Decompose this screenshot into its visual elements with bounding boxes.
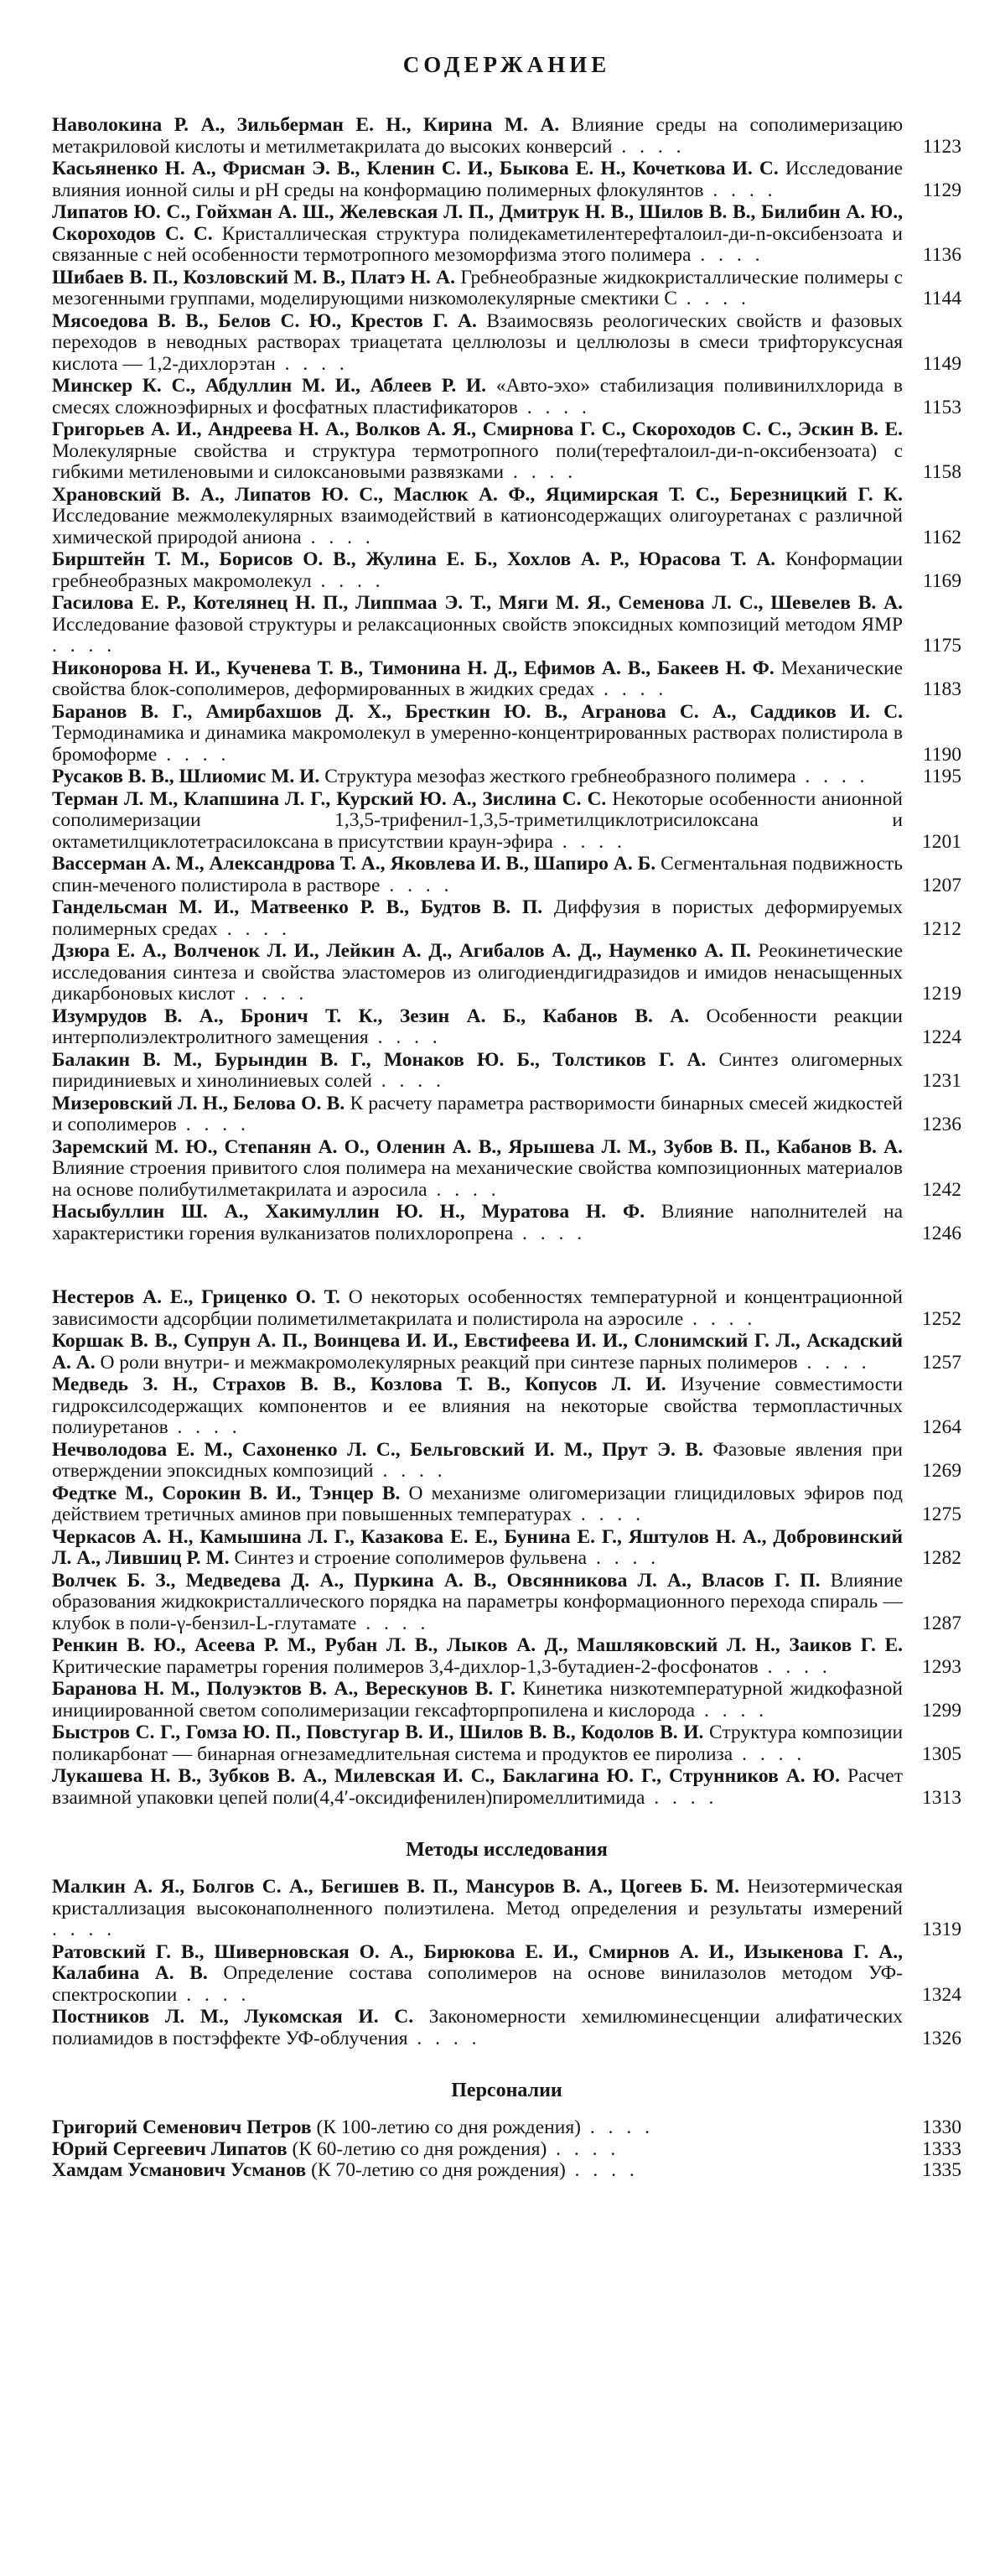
leader-dots: . . . . [235, 983, 308, 1005]
entry-text [52, 897, 903, 940]
leader-dots: . . . . [695, 1699, 769, 1722]
page-number: 1169 [922, 569, 961, 592]
page-number: 1326 [922, 2027, 961, 2049]
leader-dots: . . . . [371, 1070, 445, 1092]
entry-text [52, 1527, 903, 1570]
page-number: 1287 [922, 1612, 961, 1634]
page-number: 1236 [922, 1114, 961, 1135]
page-number: 1246 [922, 1222, 961, 1244]
entry-text [52, 1050, 903, 1093]
entry-title: Диффузия в пористых деформируемых полимерных средах [52, 896, 903, 940]
entry-text [52, 789, 903, 854]
page-number: 1149 [922, 352, 961, 375]
entry-text [52, 1006, 903, 1049]
leader-dots: . . . . [176, 1114, 250, 1135]
entry-text [52, 311, 903, 376]
page-number: 1175 [922, 635, 961, 657]
entry-text [52, 766, 903, 788]
entry-title: К расчету параметра растворимости бинарных смесей жидкостей и сополимеров [52, 1092, 904, 1135]
toc-entry[interactable] [52, 267, 961, 310]
entry-authors: Григорьев А. И., Андреева Н. А., Волков А. Я., Смирнова Г. С., Скороходов С. С., Эскин В. Е. [52, 418, 903, 440]
entry-authors: Вассерман А. М., Александрова Т. А., Яковлева И. В., Шапиро А. Б. [52, 853, 656, 875]
entry-authors: Гасилова Е. Р., Котелянец Н. П., Липпмаа Э. Т., Мяги М. Я., Семенова Л. С., Шевелев В. А. [52, 592, 903, 614]
entry-title: Фазовые явления при отверждении эпоксидных композиций [52, 1438, 904, 1482]
toc-entry[interactable] [52, 1374, 961, 1439]
entry-title: Изучение совместимости гидроксилсодержащих компонентов и ее влияния на некоторые свойства термопластичных полиуретанов [52, 1374, 904, 1438]
toc-body [52, 115, 961, 2182]
page-number: 1153 [922, 396, 961, 418]
section-heading: Методы исследования [406, 1839, 608, 1861]
entry-title: Молекулярные свойства и структура термотропного поли(терефталоил-ди-n-оксибензоата) с гибкими метиленовыми и силоксановыми развязками [52, 439, 903, 483]
entry-title: Влияние наполнителей на характеристики горения вулканизатов полихлоропрена [52, 1201, 904, 1244]
toc-entry[interactable] [52, 702, 961, 766]
page-number: 1324 [922, 1983, 961, 2006]
entry-authors: Наволокина Р. А., Зильберман Е. Н., Кирина М. А. [52, 114, 560, 136]
leader-dots: . . . . [504, 461, 578, 483]
section-divider [52, 1245, 961, 1287]
page-number: 1224 [922, 1026, 961, 1048]
toc-entry[interactable] [52, 854, 961, 896]
entry-authors: Григорий Семенович Петров [52, 2116, 312, 2138]
entry-authors: Изумрудов В. А., Бронич Т. К., Зезин А. Б., Кабанов В. А. [52, 1005, 690, 1027]
entry-title: Сегментальная подвижность спин-меченого полистирола в растворе [52, 853, 903, 896]
entry-title: Влияние строения привитого слоя полимера на механические свойства композиционных материалов на основе полибутилметакрилата и аэросила [52, 1157, 903, 1201]
entry-text [52, 376, 903, 418]
entry-text [52, 1440, 903, 1483]
page-number: 1201 [922, 830, 961, 853]
page-title: СОДЕРЖАНИЕ [402, 52, 611, 77]
leader-dots: . . . . [587, 1547, 661, 1569]
entry-title: Структура композиции поликарбонат — бинарная огнезамедлительная система и продуктов ее пиролиза [52, 1722, 904, 1765]
entry-title: «Авто-эхо» стабилизация поливинилхлорида в смесях сложноэфирных и фосфатных пластификаторов [52, 375, 903, 418]
entry-title: Конформации гребнеобразных макромолекул [52, 548, 903, 592]
toc-entry[interactable] [52, 1877, 961, 1941]
entry-text [52, 115, 903, 158]
toc-entry[interactable] [52, 115, 961, 158]
leader-dots: . . . . [407, 2027, 481, 2049]
entry-title: Термодинамика и динамика макромолекул в умеренно-концентрированных растворах полистирола в бромоформе [52, 722, 903, 766]
leader-dots: . . . . [168, 1416, 241, 1438]
toc-entry[interactable] [52, 419, 961, 484]
entry-text [52, 1093, 903, 1136]
leader-dots: . . . . [797, 1351, 871, 1374]
entry-title: Влияние образования жидкокристаллического порядка на параметры конформационного перехода спираль — клубок в поли-γ-бензил-L-глутамате [52, 1569, 904, 1634]
page-number: 1162 [922, 526, 961, 548]
entry-authors: Балакин В. М., Бурындин В. Г., Монаков Ю. Б., Толстиков Г. А. [52, 1048, 707, 1071]
page-number: 1335 [922, 2159, 961, 2181]
entry-text [52, 702, 903, 766]
entry-group [52, 1287, 961, 1809]
toc-entry[interactable] [52, 2117, 961, 2139]
entry-text [52, 419, 903, 484]
entry-authors: Черкасов А. Н., Камышина Л. Г., Казакова Е. Е., Бунина Е. Г., Яштулов Н. А., Добровинский Л. А., Лившиц Р. М. [52, 1525, 903, 1569]
entry-text [52, 267, 903, 310]
entry-authors: Федтке М., Сорокин В. И., Тэнцер В. [52, 1482, 401, 1504]
leader-dots: . . . . [380, 874, 453, 896]
entry-authors: Быстров С. Г., Гомза Ю. П., Повстугар В. И., Шилов В. В., Кодолов В. И. [52, 1722, 704, 1743]
page-number: 1305 [922, 1742, 961, 1765]
toc-entry[interactable] [52, 549, 961, 592]
toc-entry[interactable] [52, 1093, 961, 1136]
leader-dots: . . . . [373, 1460, 447, 1482]
entry-authors: Гандельсман М. И., Матвеенко Р. В., Будтов В. П. [52, 896, 543, 918]
toc-entry[interactable] [52, 1527, 961, 1570]
page-number: 1252 [922, 1307, 961, 1330]
leader-dots: . . . . [311, 569, 385, 592]
leader-dots: . . . . [368, 1026, 442, 1048]
page-number: 1158 [922, 461, 961, 483]
leader-dots: . . . . [733, 1742, 806, 1765]
page-number: 1282 [922, 1547, 961, 1569]
entry-text [52, 1202, 903, 1244]
toc-entry[interactable] [52, 593, 961, 657]
toc-entry[interactable] [52, 2139, 961, 2161]
entry-text [52, 2139, 903, 2161]
entry-text [52, 1635, 903, 1678]
entry-authors: Касьяненко Н. А., Фрисман Э. В., Кленин С. И., Быкова Е. Н., Кочеткова И. С. [52, 158, 779, 179]
toc-entry[interactable] [52, 1635, 961, 1678]
page-number: 1123 [922, 135, 961, 158]
entry-authors: Никонорова Н. И., Кученева Т. В., Тимонина Н. Д., Ефимов А. В., Бакеев Н. Ф. [52, 657, 775, 679]
toc-entry[interactable] [52, 2160, 961, 2182]
entry-group [52, 1877, 961, 2049]
page-number: 1136 [922, 244, 961, 266]
toc-entry[interactable] [52, 158, 961, 201]
page-number: 1195 [922, 766, 961, 787]
entry-authors: Баранов В. Г., Амирбахшов Д. Х., Бресткин Ю. В., Агранова С. А., Саддиков И. С. [52, 700, 903, 723]
entry-group [52, 2117, 961, 2182]
entry-authors: Минскер К. С., Абдуллин М. И., Аблеев Р. И. [52, 375, 487, 397]
page-number: 1219 [922, 983, 961, 1005]
entry-title: Синтез олигомерных пиридиниевых и хинолиниевых солей [52, 1048, 903, 1092]
leader-dots: . . . . [703, 179, 777, 201]
entry-text [52, 1722, 903, 1765]
entry-authors: Терман Л. М., Клапшина Л. Г., Курский Ю. А., Зислина С. С. [52, 787, 607, 810]
toc-entry[interactable] [52, 485, 961, 549]
leader-dots: . . . . [275, 352, 349, 375]
page-number: 1231 [922, 1070, 961, 1092]
entry-title: Кинетика низкотемпературной жидкофазной инициированной светом сополимеризации гексафторпропилена и кислорода [52, 1678, 903, 1722]
entry-text [52, 2117, 903, 2139]
toc-entry[interactable] [52, 789, 961, 854]
entry-text [52, 1571, 903, 1635]
page-number: 1264 [922, 1416, 961, 1438]
toc-entry[interactable] [52, 941, 961, 1005]
toc-entry[interactable] [52, 1137, 961, 1202]
page-number: 1212 [922, 917, 961, 940]
entry-title: Исследование фазовой структуры и релаксационных свойств эпоксидных композиций методом ЯМР [52, 613, 903, 636]
leader-dots: . . . . [517, 396, 591, 418]
leader-dots: . . . . [645, 1786, 718, 1809]
entry-authors: Заремский М. Ю., Степанян А. О., Оленин А. В., Ярышева Л. М., Зубов В. П., Кабанов В. А. [52, 1135, 903, 1158]
entry-authors: Лукашева Н. В., Зубков В. А., Милевская И. С., Баклагина Ю. Г., Струнников А. Ю. [52, 1765, 840, 1787]
leader-dots: . . . . [547, 2137, 620, 2160]
leader-dots: . . . . [217, 917, 291, 940]
entry-title: Расчет взаимной упаковки цепей поли(4,4′-оксидифенилен)пиромеллитимида [52, 1765, 904, 1809]
entry-title: Кристаллическая структура полидекаметилентерефталоил-ди-n-оксибензоата и связанные с ней особенности термотропного мезоморфизма этого полимера [52, 222, 903, 266]
entry-text [52, 941, 903, 1005]
leader-dots: . . . . [52, 1919, 117, 1940]
page-number: 1144 [922, 288, 961, 309]
entry-text [52, 1483, 903, 1526]
entry-title: (К 100-летию со дня рождения) [316, 2116, 581, 2138]
entry-authors: Липатов Ю. С., Гойхман А. Ш., Желевская Л. П., Дмитрук Н. В., Шилов В. В., Билибин А. Ю., Скороходов С. С. [52, 201, 903, 245]
entry-text [52, 2007, 903, 2049]
leader-dots: . . . . [427, 1178, 500, 1201]
toc-entry[interactable] [52, 766, 961, 788]
entry-title: Закономерности хемилюминесценции алифатических полиамидов в постэффекте УФ-облучения [52, 2006, 904, 2049]
leader-dots: . . . . [594, 678, 668, 700]
entry-text [52, 485, 903, 549]
leader-dots: . . . . [612, 135, 686, 158]
toc-entry[interactable] [52, 1050, 961, 1093]
toc-entry[interactable] [52, 376, 961, 418]
leader-dots: . . . . [676, 288, 750, 309]
entry-text [52, 1877, 903, 1941]
page-number: 1207 [922, 874, 961, 896]
leader-dots: . . . . [513, 1222, 587, 1244]
entry-title: Гребнеобразные жидкокристаллические полимеры с мезогенными группами, моделирующими низкомолекулярные смектики C [52, 266, 904, 309]
toc-entry[interactable] [52, 658, 961, 701]
entry-text [52, 1287, 903, 1330]
entry-group [52, 115, 961, 1244]
toc-entry[interactable] [52, 1483, 961, 1526]
page-number: 1269 [922, 1460, 961, 1482]
section-heading: Персоналии [451, 2080, 562, 2101]
page-number: 1333 [922, 2137, 961, 2160]
entry-authors: Дзюра Е. А., Волченок Л. И., Лейкин А. Д., Агибалов А. Д., Науменко А. П. [52, 940, 751, 962]
page-number: 1257 [922, 1351, 961, 1374]
entry-text [52, 1331, 903, 1374]
entry-title: Критические параметры горения полимеров 3,4-дихлор-1,3-бутадиен-2-фосфонатов [52, 1655, 759, 1678]
leader-dots: . . . . [552, 830, 626, 853]
entry-text [52, 658, 903, 701]
entry-text [52, 549, 903, 592]
toc-entry[interactable] [52, 1571, 961, 1635]
entry-authors: Медведь З. Н., Страхов В. В., Козлова Т. В., Копусов Л. И. [52, 1374, 666, 1395]
entry-authors: Храновский В. А., Липатов Ю. С., Маслюк А. Ф., Яцимирская Т. С., Березницкий Г. К. [52, 483, 903, 506]
entry-title: Взаимосвязь реологических свойств и фазовых переходов в неводных растворах триацетата целлюлозы и целлюлозы в смеси трифторуксусная кислота — 1,2-дихлорэтан [52, 309, 903, 375]
entry-title: Определение состава сополимеров на основе винилазолов методом УФ-спектроскопии [52, 1962, 903, 2006]
leader-dots: . . . . [571, 1504, 645, 1525]
entry-authors: Шибаев В. П., Козловский М. В., Платэ Н. А. [52, 266, 456, 288]
page-number: 1242 [922, 1178, 961, 1201]
entry-authors: Баранова Н. М., Полуэктов В. А., Верескунов В. Г. [52, 1678, 516, 1700]
entry-authors: Хамдам Усманович Усманов [52, 2159, 307, 2181]
entry-title: О роли внутри- и межмакромолекулярных реакций при синтезе парных полимеров [100, 1351, 798, 1374]
leader-dots: . . . . [177, 1983, 251, 2006]
entry-text [52, 854, 903, 896]
entry-text [52, 593, 903, 657]
entry-authors: Ренкин В. Ю., Асеева Р. М., Рубан Л. В., Лыков А. Д., Машляковский Л. Н., Заиков Г. Е. [52, 1634, 903, 1656]
entry-text [52, 1766, 903, 1809]
entry-title: Исследование влияния ионной силы и pH среды на конформацию полимерных флокулянтов [52, 158, 903, 201]
leader-dots: . . . . [795, 766, 869, 787]
entry-text [52, 158, 903, 201]
page-number: 1129 [922, 179, 961, 201]
page-number: 1313 [922, 1786, 961, 1809]
toc-entry[interactable] [52, 1006, 961, 1049]
entry-authors: Ратовский Г. В., Шиверновская О. А., Бирюкова Е. И., Смирнов А. И., Изыкенова Г. А., Калабина А. В. [52, 1940, 903, 1984]
entry-text [52, 1137, 903, 1202]
entry-authors: Насыбуллин Ш. А., Хакимуллин Ю. Н., Муратова Н. Ф. [52, 1201, 645, 1223]
entry-title: (К 70-летию со дня рождения) [311, 2159, 566, 2181]
leader-dots: . . . . [52, 635, 117, 657]
page-number: 1190 [922, 743, 961, 766]
toc-entry[interactable] [52, 1331, 961, 1374]
page-number: 1299 [922, 1699, 961, 1722]
toc-entry[interactable] [52, 1440, 961, 1483]
entry-authors: Нестеров А. Е., Гриценко О. Т. [52, 1286, 340, 1308]
entry-title: Влияние среды на сополимеризацию метакриловой кислоты и метилметакрилата до высоких конверсий [52, 114, 904, 158]
entry-authors: Бирштейн Т. М., Борисов О. В., Жулина Е. Б., Хохлов А. Р., Юрасова Т. А. [52, 548, 776, 570]
leader-dots: . . . . [565, 2159, 639, 2181]
entry-title: Исследование межмолекулярных взаимодействий в катионсодержащих олигоуретанах с различной химической природой аниона [52, 505, 903, 548]
entry-authors: Русаков В. В., Шлиомис М. И. [52, 766, 320, 787]
toc-entry[interactable] [52, 311, 961, 376]
entry-authors: Мизеровский Л. Н., Белова О. В. [52, 1092, 345, 1114]
toc-entry[interactable] [52, 1679, 961, 1722]
leader-dots: . . . . [301, 526, 375, 548]
toc-entry[interactable] [52, 1942, 961, 2007]
entry-title: Структура мезофаз жесткого гребнеобразного полимера [324, 766, 796, 787]
entry-title: Некоторые особенности анионной сополимеризации 1,3,5-трифенил-1,3,5-триметилциклотрисилоксана и октаметилциклотетрасилоксана в присутствии краун-эфира [52, 787, 904, 853]
entry-title: Реокинетические исследования синтеза и свойства эластомеров из олигодиендигидразидов и имидов ненасыщенных дикарбоновых кислот [52, 940, 904, 1005]
entry-title: Неизотермическая кристаллизация высоконаполненного полиэтилена. Метод определения и результаты измерений [52, 1876, 904, 1919]
toc-entry[interactable] [52, 202, 961, 267]
entry-title: Синтез и строение сополимеров фульвена [234, 1547, 588, 1569]
leader-dots: . . . . [683, 1307, 757, 1330]
entry-title: О некоторых особенностях температурной и концентрационной зависимости адсорбции полиметилметакрилата и полистирола на аэросиле [52, 1286, 903, 1330]
entry-authors: Коршак В. В., Супрун А. П., Воинцева И. И., Евстифеева И. И., Слонимский Г. Л., Аскадский А. А. [52, 1330, 903, 1374]
entry-authors: Малкин А. Я., Болгов С. А., Бегишев В. П., Мансуров В. А., Цогеев Б. М. [52, 1876, 740, 1898]
page-number: 1275 [922, 1504, 961, 1525]
entry-text [52, 1942, 903, 2007]
entry-title: Механические свойства блок-сополимеров, деформированных в жидких средах [52, 657, 903, 700]
page-number: 1319 [922, 1919, 961, 1940]
toc-entry[interactable] [52, 1722, 961, 1765]
table-of-contents [52, 52, 961, 2182]
leader-dots: . . . . [580, 2116, 654, 2138]
entry-title: О механизме олигомеризации глицидиловых эфиров под действием третичных аминов при повышенных температурах [52, 1482, 904, 1525]
toc-entry[interactable] [52, 2007, 961, 2049]
leader-dots: . . . . [691, 244, 764, 266]
entry-text [52, 2160, 903, 2182]
leader-dots: . . . . [157, 743, 231, 766]
entry-title: (К 60-летию со дня рождения) [292, 2137, 547, 2160]
entry-authors: Постников Л. М., Лукомская И. С. [52, 2006, 414, 2028]
entry-text [52, 1679, 903, 1722]
toc-entry[interactable] [52, 1766, 961, 1809]
entry-authors: Волчек Б. З., Медведева Д. А., Пуркина А. В., Овсянникова Л. А., Власов Г. П. [52, 1569, 821, 1592]
leader-dots: . . . . [356, 1612, 430, 1634]
leader-dots: . . . . [758, 1655, 832, 1678]
page-number: 1183 [922, 678, 961, 700]
entry-text [52, 1374, 903, 1439]
toc-entry[interactable] [52, 1287, 961, 1330]
toc-entry[interactable] [52, 1202, 961, 1244]
page-number: 1293 [922, 1655, 961, 1678]
entry-authors: Юрий Сергеевич Липатов [52, 2137, 288, 2160]
entry-authors: Нечволодова Е. М., Сахоненко Л. С., Бельговский И. М., Прут Э. В. [52, 1438, 703, 1461]
toc-entry[interactable] [52, 897, 961, 940]
entry-title: Особенности реакции интерполиэлектролитного замещения [52, 1005, 903, 1048]
entry-text [52, 202, 903, 267]
entry-authors: Мясоедова В. В., Белов С. Ю., Крестов Г. А. [52, 309, 477, 332]
page-number: 1330 [922, 2116, 961, 2138]
